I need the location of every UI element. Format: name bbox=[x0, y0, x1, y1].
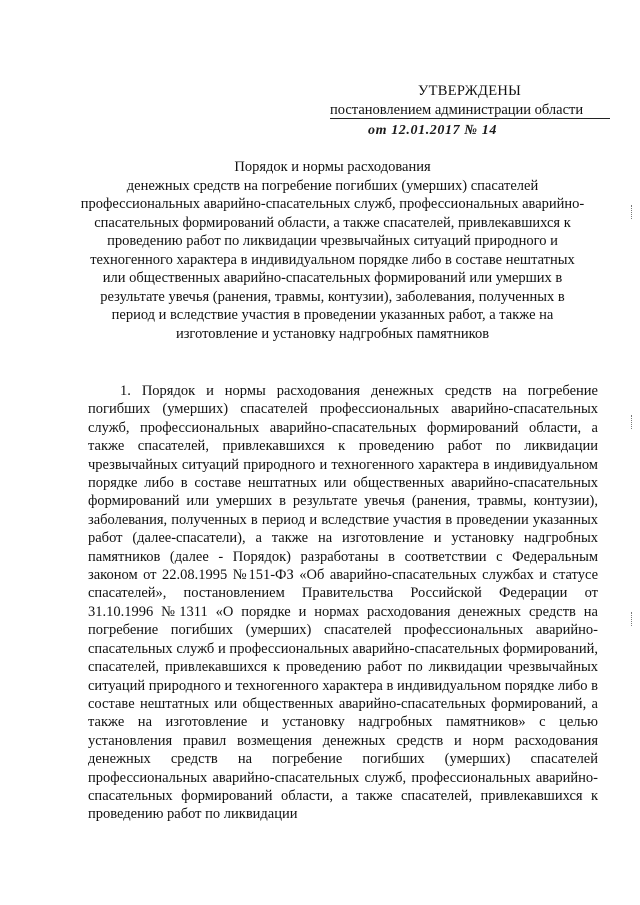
document-body bbox=[88, 382, 598, 824]
margin-mark bbox=[631, 205, 634, 219]
handwritten-date-number: от 12.01.2017 № 14 bbox=[368, 123, 498, 138]
body-paragraph-1: 1. Порядок и нормы расходования денежных средств на погребение погибших (умерших) спасателей профессиональных аварийно-спасательных служб, профессиональных аварийно-спасательных формирований области, а также спасателей, привлекавшихся к проведению работ по ликвидации чрезвычайных ситуаций природного и техногенного характера в индивидуальном порядке либо в составе нештатных или общественных аварийно-спасательных формирований или умерших в результате увечья (ранения, травмы, контузии), заболевания, полученных в период и вследствие участия в проведении указанных работ (далее-спасатели), а также на изготовление и установку надгробных памятников (далее - Порядок) разработаны в соответствии с Федеральным законом от 22.08.1995 №151-ФЗ «Об аварийно-спасательных службах и статусе спасателей», постановлением Правительства Российской Федерации от 31.10.1996 №1311 «О порядке и нормах расходования денежных средств на погребение погибших (умерших) спасателей профессиональных аварийно-спасательных служб и профессиональных аварийно-спасательных формирований, спасателей, привлекавшихся к проведению работ по ликвидации чрезвычайных ситуаций природного и техногенного характера в индивидуальном порядке либо в составе нештатных или общественных аварийно-спасательных формирований, а также на изготовление и установку надгробных памятников» с целью установления правил возмещения денежных средств и норм расходования денежных средств на погребение погибших (умерших) спасателей профессиональных аварийно-спасательных служб, профессиональных аварийно-спасательных формирований области, а также спасателей, привлекавшихся к проведению работ по ликвидации bbox=[88, 383, 598, 823]
margin-mark bbox=[631, 415, 634, 429]
margin-mark bbox=[631, 612, 634, 626]
approval-text: постановлением администрации области bbox=[330, 102, 584, 118]
approval-line bbox=[330, 101, 610, 120]
document-heading bbox=[80, 158, 585, 343]
heading-rest: денежных средств на погребение погибших (умерших) спасателей профессиональных аварийно-спасательных служб, профессиональных аварийно-спасательных формирований области, а также спасателей, привлекавшихся к проведению работ по ликвидации чрезвычайных ситуаций природного и техногенного характера в индивидуальном порядке либо в составе нештатных или общественных аварийно-спасательных формирований или умерших в результате увечья (ранения, травмы, контузии), заболевания, полученных в период и вследствие участия в проведении указанных работ, а также на изготовление и установку надгробных памятников bbox=[80, 177, 585, 342]
heading-first-line: Порядок и нормы расходования bbox=[234, 159, 431, 175]
approval-underline bbox=[330, 118, 610, 119]
approval-title: УТВЕРЖДЕНЫ bbox=[418, 83, 522, 99]
approval-block bbox=[330, 82, 610, 140]
